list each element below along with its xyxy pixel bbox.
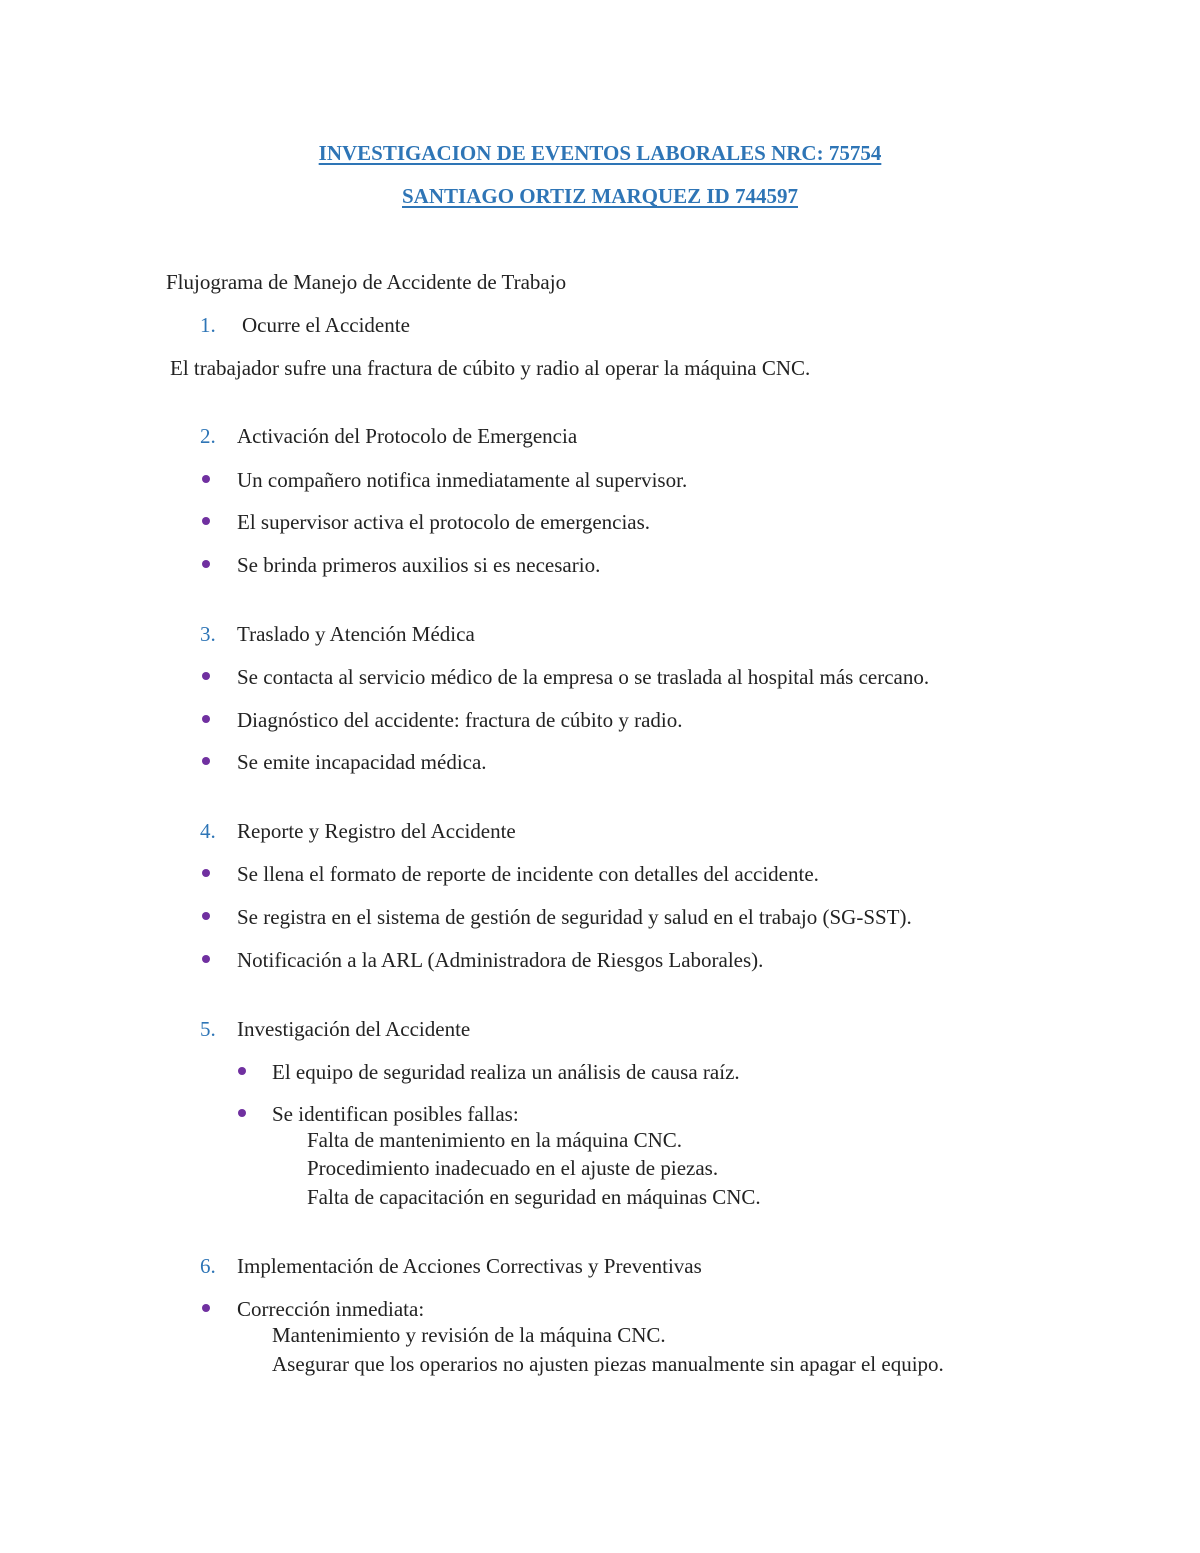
sub-item: Asegurar que los operarios no ajusten piezas manualmente sin apagar el equipo. — [272, 1352, 944, 1376]
list-item: El supervisor activa el protocolo de emergencias. — [237, 510, 651, 534]
author-line: SANTIAGO ORTIZ MARQUEZ ID 744597 — [402, 184, 798, 208]
list-item: Se contacta al servicio médico de la empresa o se traslada al hospital más cercano. — [237, 665, 930, 689]
list-item: Se brinda primeros auxilios si es necesario. — [237, 553, 601, 577]
section-number: 6. — [200, 1254, 216, 1278]
list-item: Se registra en el sistema de gestión de seguridad y salud en el trabajo (SG-SST). — [237, 905, 912, 929]
list-item: Notificación a la ARL (Administradora de Riesgos Laborales). — [237, 948, 764, 972]
bullet-icon — [202, 475, 210, 483]
section-title: Ocurre el Accidente — [242, 313, 410, 337]
section-title: Activación del Protocolo de Emergencia — [237, 424, 578, 448]
list-item: Diagnóstico del accidente: fractura de cúbito y radio. — [237, 708, 683, 732]
list-item: Se llena el formato de reporte de incidente con detalles del accidente. — [237, 862, 819, 886]
bullet-icon — [238, 1067, 246, 1075]
list-item: Corrección inmediata: — [237, 1297, 425, 1321]
bullet-icon — [202, 955, 210, 963]
list-item: El equipo de seguridad realiza un análisis de causa raíz. — [272, 1060, 740, 1084]
section-number: 1. — [200, 313, 216, 337]
bullet-icon — [202, 757, 210, 765]
section-title: Traslado y Atención Médica — [237, 622, 475, 646]
list-item: Se emite incapacidad médica. — [237, 750, 487, 774]
section-title: Implementación de Acciones Correctivas y Preventivas — [237, 1254, 702, 1278]
bullet-icon — [202, 1304, 210, 1312]
section-number: 2. — [200, 424, 216, 448]
bullet-icon — [202, 560, 210, 568]
sub-item: Falta de mantenimiento en la máquina CNC. — [307, 1128, 682, 1152]
sub-item: Falta de capacitación en seguridad en máquinas CNC. — [307, 1185, 761, 1209]
bullet-icon — [238, 1109, 246, 1117]
section-number: 3. — [200, 622, 216, 646]
section-title: Investigación del Accidente — [237, 1017, 471, 1041]
sub-item: Mantenimiento y revisión de la máquina CNC. — [272, 1323, 666, 1347]
bullet-icon — [202, 517, 210, 525]
bullet-icon — [202, 869, 210, 877]
bullet-icon — [202, 672, 210, 680]
list-item: Un compañero notifica inmediatamente al supervisor. — [237, 468, 688, 492]
document-title: INVESTIGACION DE EVENTOS LABORALES NRC: 75754 — [318, 141, 882, 165]
sub-item: Procedimiento inadecuado en el ajuste de piezas. — [307, 1156, 719, 1180]
section-title: Reporte y Registro del Accidente — [237, 819, 516, 843]
section-paragraph: El trabajador sufre una fractura de cúbito y radio al operar la máquina CNC. — [170, 356, 811, 380]
bullet-icon — [202, 715, 210, 723]
intro-heading: Flujograma de Manejo de Accidente de Trabajo — [166, 270, 567, 294]
bullet-icon — [202, 912, 210, 920]
section-number: 5. — [200, 1017, 216, 1041]
list-item: Se identifican posibles fallas: — [272, 1102, 519, 1126]
section-number: 4. — [200, 819, 216, 843]
